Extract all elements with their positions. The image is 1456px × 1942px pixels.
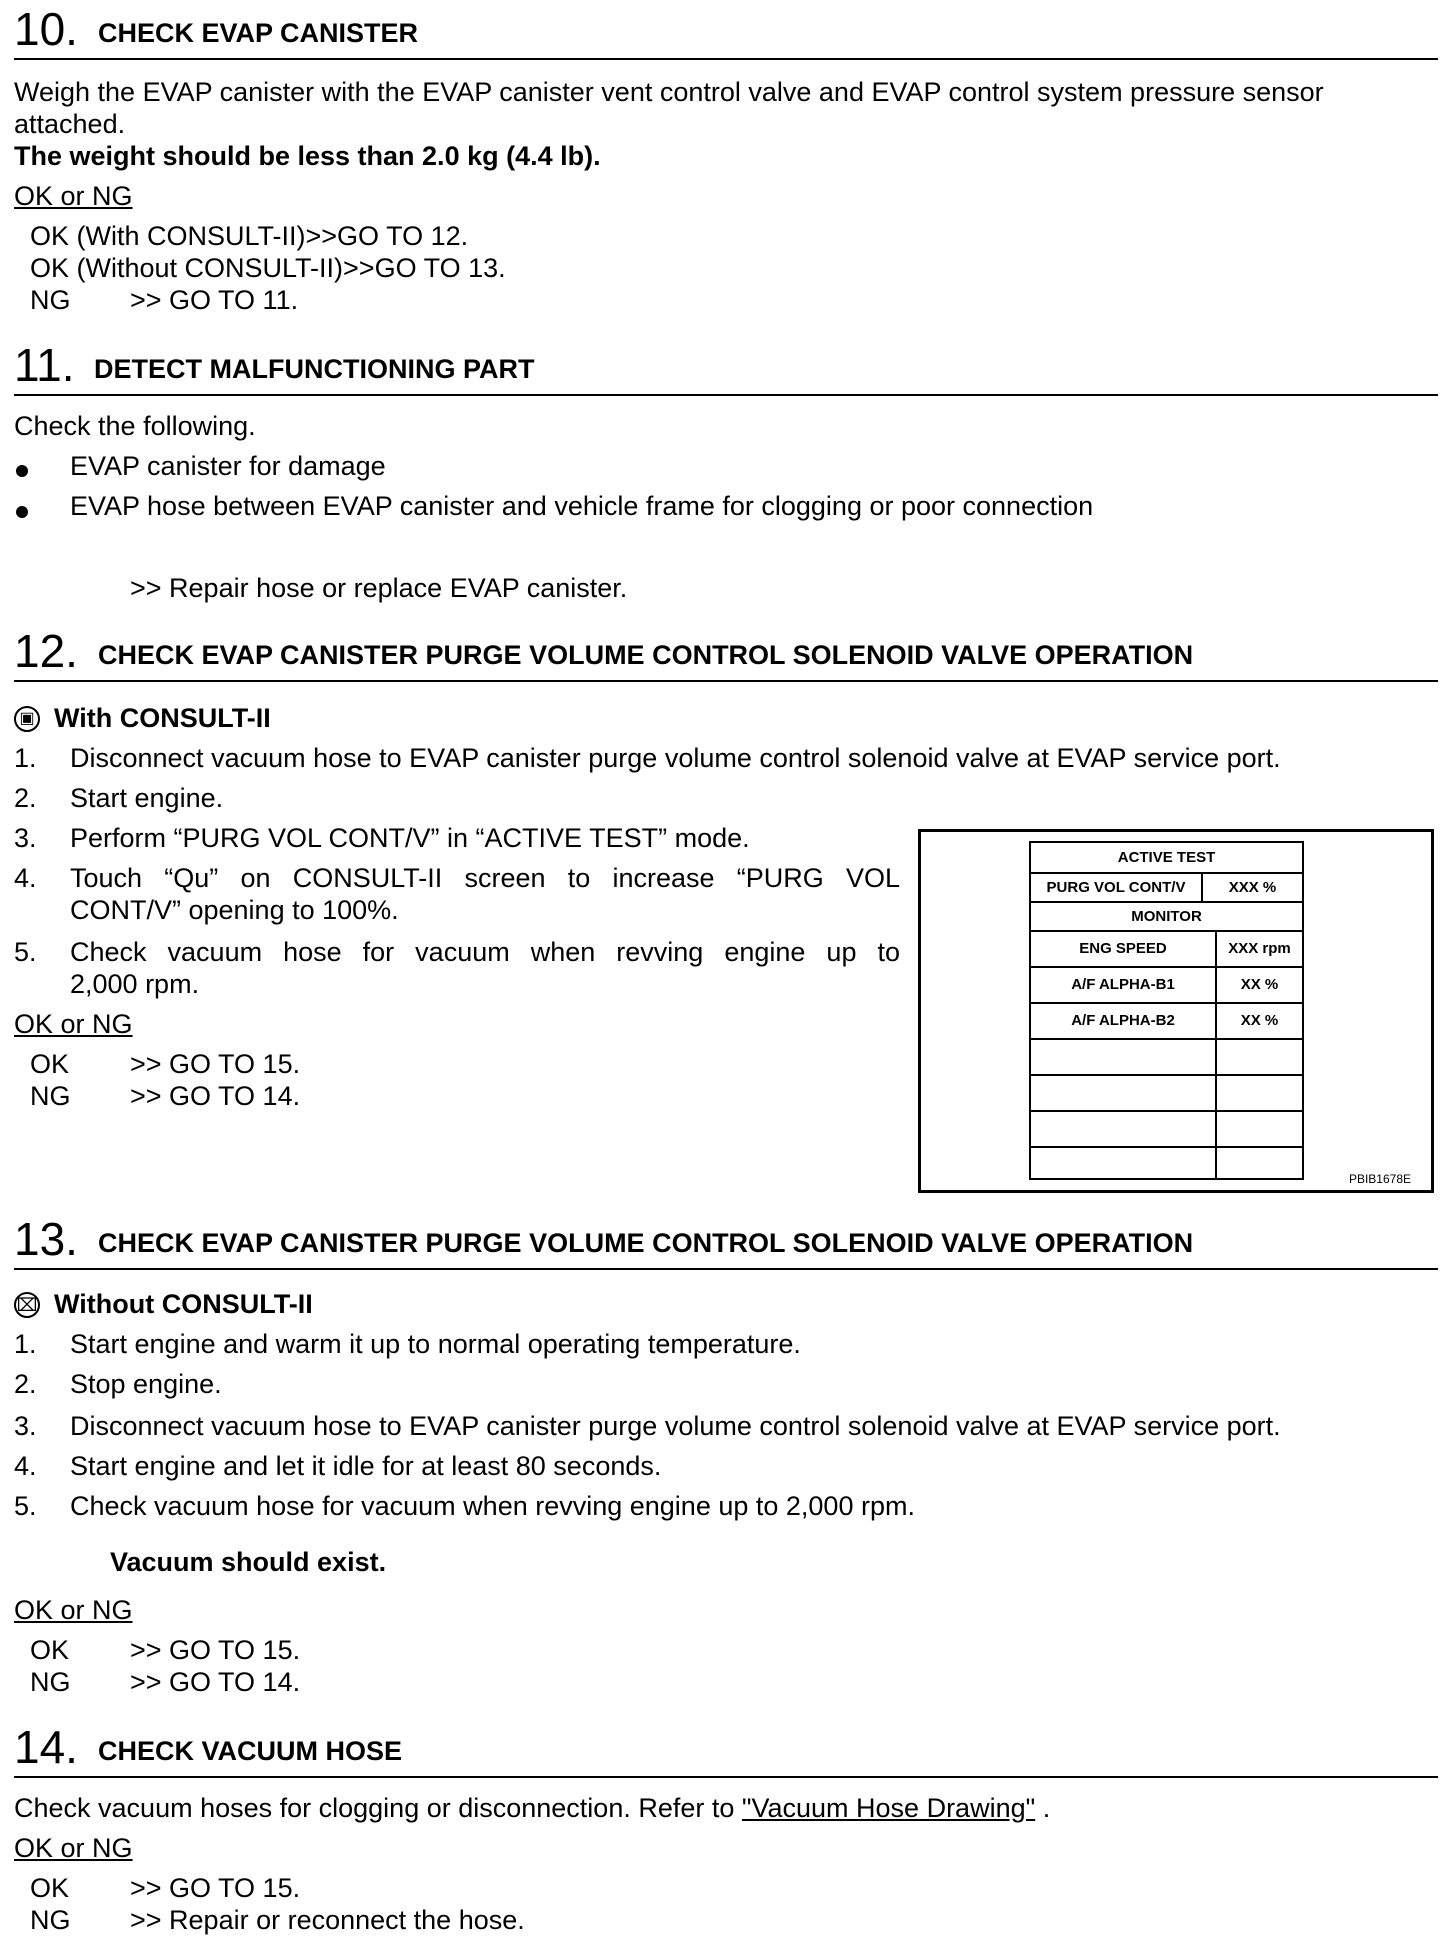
step-12-ok-action: >> GO TO 15. bbox=[130, 1049, 301, 1079]
step-12-item-4-cont: CONT/V” opening to 100%. bbox=[70, 895, 399, 925]
bullet-dot bbox=[16, 465, 28, 477]
list-number: 5. bbox=[14, 937, 37, 967]
step-13-mode: Without CONSULT-II bbox=[54, 1289, 313, 1319]
step-13-number: 13. bbox=[14, 1213, 78, 1265]
step-11-text: Check the following. bbox=[14, 411, 256, 441]
step-13-item-1: Start engine and warm it up to normal operating temperature. bbox=[70, 1329, 801, 1359]
step-10-result-1: OK (With CONSULT-II)>>GO TO 12. bbox=[30, 221, 469, 251]
step-14-ok-or-ng: OK or NG bbox=[14, 1833, 133, 1863]
list-number: 1. bbox=[14, 743, 37, 773]
step-12-item-2: Start engine. bbox=[70, 783, 224, 813]
af-alpha-b1-row bbox=[1031, 968, 1302, 1004]
step-10-ok-or-ng: OK or NG bbox=[14, 181, 133, 211]
step-12-ng-action: >> GO TO 14. bbox=[130, 1081, 301, 1111]
step-13-item-3: Disconnect vacuum hose to EVAP canister purge volume control solenoid valve at EVAP service port. bbox=[70, 1411, 1281, 1441]
step-10-ng-label: NG bbox=[30, 285, 71, 315]
step-10-spec: The weight should be less than 2.0 kg (4.4 lb). bbox=[14, 141, 601, 171]
eng-speed-label: ENG SPEED bbox=[1079, 940, 1167, 957]
step-14-text bbox=[14, 1792, 1050, 1824]
list-number: 2. bbox=[14, 1369, 37, 1399]
consult-ii-icon: ▣ bbox=[14, 706, 40, 732]
af-alpha-b2-row bbox=[1031, 1004, 1302, 1040]
step-11-bullet-1: EVAP canister for damage bbox=[70, 451, 386, 481]
step-13-item-2: Stop engine. bbox=[70, 1369, 222, 1399]
empty-row bbox=[1031, 1040, 1302, 1076]
purg-vol-row bbox=[1031, 874, 1302, 903]
step-12-header bbox=[14, 625, 1438, 682]
eng-speed-value: XXX rpm bbox=[1228, 940, 1291, 957]
step-10-title: CHECK EVAP CANISTER bbox=[98, 18, 419, 48]
eng-speed-row bbox=[1031, 932, 1302, 968]
active-test-header: ACTIVE TEST bbox=[1031, 843, 1302, 874]
step-13-ok-or-ng: OK or NG bbox=[14, 1595, 133, 1625]
af-alpha-b2-label: A/F ALPHA-B2 bbox=[1071, 1012, 1175, 1029]
step-11-number: 11. bbox=[14, 339, 75, 391]
step-10-ng-action: >> GO TO 11. bbox=[130, 285, 299, 315]
step-14-ng-action: >> Repair or reconnect the hose. bbox=[130, 1905, 525, 1935]
step-13-ng-action: >> GO TO 14. bbox=[130, 1667, 301, 1697]
list-number: 1. bbox=[14, 1329, 37, 1359]
step-13-ok-label: OK bbox=[30, 1635, 70, 1665]
vacuum-hose-drawing-link[interactable]: "Vacuum Hose Drawing" bbox=[741, 1793, 1036, 1823]
step-14-header bbox=[14, 1721, 1438, 1778]
step-12-mode: With CONSULT-II bbox=[54, 703, 271, 733]
no-consult-ii-icon: ⌧ bbox=[14, 1292, 40, 1318]
list-number: 5. bbox=[14, 1491, 37, 1521]
step-12-item-5-cont: 2,000 rpm. bbox=[70, 969, 200, 999]
step-10-number: 10. bbox=[14, 3, 78, 55]
step-10-text-cont: attached. bbox=[14, 109, 126, 139]
step-11-title: DETECT MALFUNCTIONING PART bbox=[94, 354, 535, 384]
step-12-item-5: Check vacuum hose for vacuum when revving engine up to bbox=[70, 937, 900, 967]
figure-code: PBIB1678E bbox=[1348, 1172, 1411, 1186]
step-12-item-4: Touch “Qu” on CONSULT-II screen to increase “PURG VOL bbox=[70, 863, 900, 893]
step-11-bullet-2: EVAP hose between EVAP canister and vehicle frame for clogging or poor connection bbox=[70, 491, 1094, 521]
af-alpha-b1-value: XX % bbox=[1240, 976, 1279, 993]
consult-screen-figure bbox=[918, 829, 1434, 1193]
purg-vol-label: PURG VOL CONT/V bbox=[1046, 879, 1186, 896]
step-13-spec: Vacuum should exist. bbox=[110, 1547, 387, 1577]
step-14-text-end: . bbox=[1042, 1793, 1051, 1823]
list-number: 3. bbox=[14, 1411, 37, 1441]
step-14-ok-label: OK bbox=[30, 1873, 70, 1903]
step-12-title: CHECK EVAP CANISTER PURGE VOLUME CONTROL SOLENOID VALVE OPERATION bbox=[98, 640, 1194, 670]
list-number: 4. bbox=[14, 1451, 37, 1481]
step-14-title: CHECK VACUUM HOSE bbox=[98, 1736, 403, 1766]
bullet-dot bbox=[16, 506, 28, 518]
step-14-ng-label: NG bbox=[30, 1905, 71, 1935]
list-number: 4. bbox=[14, 863, 37, 893]
step-13-ng-label: NG bbox=[30, 1667, 71, 1697]
step-11-action: >> Repair hose or replace EVAP canister. bbox=[130, 573, 628, 603]
step-10-header bbox=[14, 3, 1438, 60]
empty-row bbox=[1031, 1076, 1302, 1112]
step-13-title: CHECK EVAP CANISTER PURGE VOLUME CONTROL SOLENOID VALVE OPERATION bbox=[98, 1228, 1194, 1258]
step-14-number: 14. bbox=[14, 1721, 78, 1773]
step-13-item-4: Start engine and let it idle for at least 80 seconds. bbox=[70, 1451, 662, 1481]
list-number: 3. bbox=[14, 823, 37, 853]
monitor-header: MONITOR bbox=[1031, 903, 1302, 932]
step-12-item-3: Perform “PURG VOL CONT/V” in “ACTIVE TEST” mode. bbox=[70, 823, 750, 853]
step-13-ok-action: >> GO TO 15. bbox=[130, 1635, 301, 1665]
af-alpha-b2-value: XX % bbox=[1240, 1012, 1279, 1029]
purg-vol-value: XXX % bbox=[1228, 879, 1277, 896]
step-13-header bbox=[14, 1213, 1438, 1270]
step-10-text: Weigh the EVAP canister with the EVAP canister vent control valve and EVAP control system pressure sensor bbox=[14, 77, 1324, 107]
step-10-result-2: OK (Without CONSULT-II)>>GO TO 13. bbox=[30, 253, 506, 283]
step-14-ok-action: >> GO TO 15. bbox=[130, 1873, 301, 1903]
step-12-ng-label: NG bbox=[30, 1081, 71, 1111]
consult-screen bbox=[1029, 841, 1304, 1180]
step-12-ok-or-ng: OK or NG bbox=[14, 1009, 133, 1039]
empty-row bbox=[1031, 1112, 1302, 1148]
step-12-ok-label: OK bbox=[30, 1049, 70, 1079]
column-divider bbox=[1215, 932, 1217, 1178]
step-13-item-5: Check vacuum hose for vacuum when revving engine up to 2,000 rpm. bbox=[70, 1491, 915, 1521]
list-number: 2. bbox=[14, 783, 37, 813]
step-12-item-1: Disconnect vacuum hose to EVAP canister purge volume control solenoid valve at EVAP service port. bbox=[70, 743, 1281, 773]
step-14-text-body: Check vacuum hoses for clogging or disconnection. Refer to bbox=[14, 1793, 735, 1823]
step-12-number: 12. bbox=[14, 625, 78, 677]
step-11-header bbox=[14, 339, 1438, 396]
af-alpha-b1-label: A/F ALPHA-B1 bbox=[1071, 976, 1175, 993]
